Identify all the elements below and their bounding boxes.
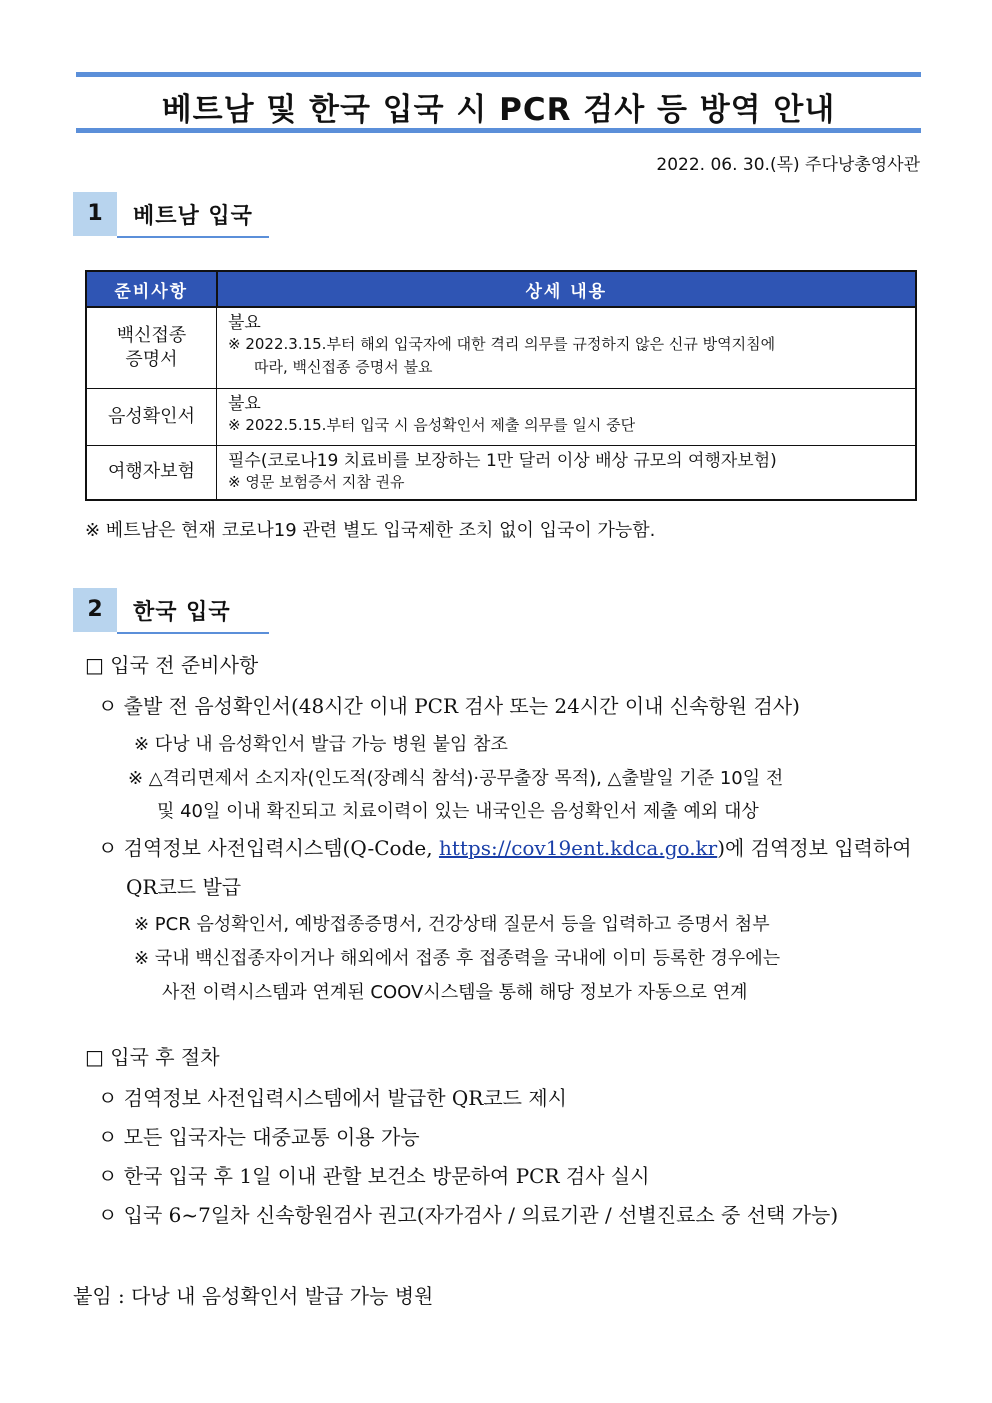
section-1-title: 베트남 입국 [133,204,253,229]
section-2-rule [117,632,269,634]
before-bullet-2-text-end: )에 검역정보 입력하여 [717,836,912,860]
attachment-note: 붙임 : 다낭 내 음성확인서 발급 가능 병원 [73,1284,434,1308]
after-bullet: ㅇ 검역정보 사전입력시스템에서 발급한 QR코드 제시 [98,1086,567,1110]
after-bullet: ㅇ 한국 입국 후 1일 이내 관할 보건소 방문하여 PCR 검사 실시 [98,1164,650,1188]
row-detail [217,388,917,445]
row-detail-note: ※ 영문 보험증서 지참 권유 [228,472,405,491]
row-item: 음성확인서 [86,388,217,445]
before-bullet-2-cont: QR코드 발급 [126,875,242,899]
before-bullet-2-text: ㅇ 검역정보 사전입력시스템(Q-Code, [98,836,439,860]
before-entry-heading: □ 입국 전 준비사항 [85,653,259,677]
title-bottom-rule [76,128,921,133]
section-1-rule [117,236,269,238]
section-2-title: 한국 입국 [133,600,231,625]
title-block [76,72,921,134]
date-line: 2022. 06. 30.(목) 주다낭총영사관 [656,155,920,175]
after-bullet: ㅇ 모든 입국자는 대중교통 이용 가능 [98,1125,420,1149]
table-header-row [86,271,916,307]
table-row [86,388,916,445]
section-2-number: 2 [73,588,117,632]
after-bullet: ㅇ 입국 6~7일차 신속항원검사 권고(자가검사 / 의료기관 / 선별진료소 중 선택 가능) [98,1203,839,1227]
table-header-item: 준비사항 [86,271,217,307]
before-bullet-1-note-1: ※ 다낭 내 음성확인서 발급 가능 병원 붙임 참조 [134,734,508,755]
row-item [86,307,217,388]
vietnam-entry-table [85,270,917,501]
qcode-link[interactable]: https://cov19ent.kdca.go.kr [438,836,718,860]
row-detail [217,307,917,388]
before-bullet-2-note-2-cont: 사전 이력시스템과 연계된 COOV시스템을 통해 해당 정보가 자동으로 연계 [162,982,748,1003]
before-bullet-1-note-2: ※ △격리면제서 소지자(인도적(장례식 참석)·공무출장 목적), △출발일 기준 10일 전 [128,768,784,789]
after-entry-heading: □ 입국 후 절차 [85,1045,220,1069]
row-detail-main: 필수(코로나19 치료비를 보장하는 1만 달러 이상 배상 규모의 여행자보험) [228,450,777,471]
row-detail-note: ※ 2022.3.15.부터 해외 입국자에 대한 격리 의무를 규정하지 않은 신규 방역지침에 [228,335,776,353]
table-header-detail: 상세 내용 [217,271,917,307]
title-top-rule [76,72,921,77]
row-item-line1: 백신접종 [116,324,187,346]
row-detail [217,445,917,500]
page-title: 베트남 및 한국 입국 시 PCR 검사 등 방역 안내 [161,92,836,128]
table-row [86,307,916,388]
row-detail-main: 불요 [228,393,261,414]
before-bullet-2-note-2: ※ 국내 백신접종자이거나 해외에서 접종 후 접종력을 국내에 이미 등록한 경우에는 [134,948,781,969]
table-row [86,445,916,500]
before-bullet-1-note-2-cont: 및 40일 이내 확진되고 치료이력이 있는 내국인은 음성확인서 제출 예외 대상 [157,801,759,822]
row-detail-note-cont: 따라, 백신접종 증명서 불요 [254,358,433,376]
row-detail-note: ※ 2022.5.15.부터 입국 시 음성확인서 제출 의무를 일시 중단 [228,415,636,434]
before-bullet-1: ㅇ 출발 전 음성확인서(48시간 이내 PCR 검사 또는 24시간 이내 신속항원 검사) [98,694,800,718]
before-bullet-2-note-1: ※ PCR 음성확인서, 예방접종증명서, 건강상태 질문서 등을 입력하고 증명서 첨부 [134,914,770,935]
before-bullet-2 [98,832,912,861]
section-1-header [73,192,269,238]
row-item: 여행자보험 [86,445,217,500]
row-detail-main: 불요 [228,313,261,333]
section-2-header [73,588,269,634]
section-1-number: 1 [73,192,117,236]
row-item-line2: 증명서 [125,348,178,370]
vietnam-footnote: ※ 베트남은 현재 코로나19 관련 별도 입국제한 조치 없이 입국이 가능함. [85,520,656,541]
